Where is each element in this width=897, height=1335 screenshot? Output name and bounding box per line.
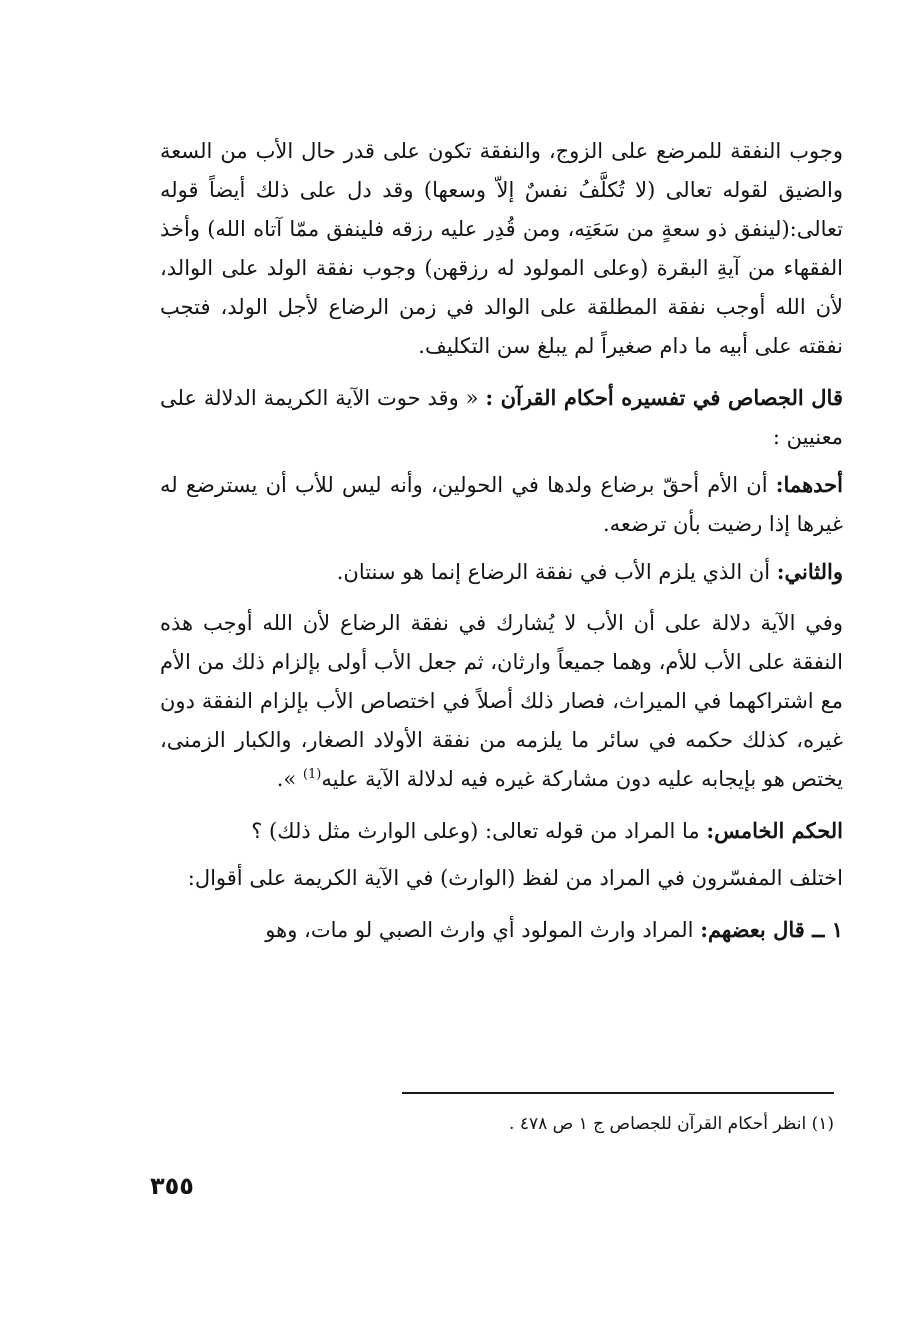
paragraph-6 — [160, 811, 843, 851]
paragraph-2 — [160, 378, 843, 457]
paragraph-4-lead: والثاني: — [776, 559, 843, 584]
paragraph-1 — [160, 132, 843, 366]
paragraph-2-lead: قال الجصاص في تفسيره أحكام القرآن : — [485, 385, 843, 410]
paragraph-7-text: اختلف المفسّرون في المراد من لفظ (الوارث) في الآية الكريمة على أقوال: — [187, 866, 843, 890]
footnote: (١) انظر أحكام القرآن للجصاص ج ١ ص ٤٧٨ . — [509, 1114, 834, 1134]
paragraph-8 — [160, 910, 843, 950]
paragraph-7 — [160, 859, 843, 898]
paragraph-3 — [160, 465, 843, 544]
paragraph-6-text: ما المراد من قوله تعالى: (وعلى الوارث مثل ذلك) ؟ — [251, 819, 700, 843]
footnote-reference: (1) — [302, 767, 322, 782]
paragraph-3-text: أن الأم أحقّ برضاع ولدها في الحولين، وأنه ليس للأب أن يسترضع له غيرها إذا رضيت بأن ترضعه. — [160, 473, 843, 536]
paragraph-4 — [160, 552, 843, 592]
paragraph-3-lead: أحدهما: — [775, 472, 843, 497]
paragraph-8-lead: ١ ــ قال بعضهم: — [700, 917, 843, 942]
paragraph-1-text: وجوب النفقة للمرضع على الزوج، والنفقة تكون على قدر حال الأب من السعة والضيق لقوله تعالى (لا تُكلَّفُ نفسٌ إلاّ وسعها) وقد دل على ذلك أيضاً قوله تعالى:(لينفق ذو سعةٍ من سَعَتِه، ومن قُدِر عليه رزقه فلينفق ممّا آتاه الله) وأخذ الفقهاء من آيةِ البقرة (وعلى المولود له رزقهن) وجوب نفقة الولد على الوالد، لأن الله أوجب نفقة المطلقة على الوالد في زمن الرضاع لأجل الولد، فتجب نفقته على أبيه ما دام صغيراً لم يبلغ سن التكليف. — [160, 139, 843, 358]
page-number: ٣٥٥ — [150, 1172, 194, 1200]
paragraph-4-text: أن الذي يلزم الأب في نفقة الرضاع إنما هو سنتان. — [336, 560, 771, 584]
paragraph-6-lead: الحكم الخامس: — [706, 818, 843, 843]
paragraph-5-text: وفي الآية دلالة على أن الأب لا يُشارك في نفقة الرضاع لأن الله أوجب هذه النفقة على الأب للأم، وهما جميعاً وارثان، ثم جعل الأب أولى بإلزام ذلك من الأم مع اشتراكهما في الميراث، فصار ذلك أصلاً في اختصاص الأب بإلزام النفقة دون غيره، كذلك حكمه في سائر ما يلزمه من نفقة الأولاد الصغار، والكبار الزمنى، يختص هو بإيجابه عليه دون مشاركة غيره فيه لدلالة الآية عليه — [160, 611, 843, 791]
paragraph-8-text: المراد وارث المولود أي وارث الصبي لو مات، وهو — [265, 918, 694, 942]
paragraph-5-end: ». — [276, 767, 303, 791]
main-text — [160, 132, 843, 962]
paragraph-2-text: « وقد حوت الآية الكريمة الدلالة على معنيين : — [160, 386, 843, 449]
footnote-divider — [402, 1092, 834, 1094]
paragraph-5 — [160, 604, 843, 799]
